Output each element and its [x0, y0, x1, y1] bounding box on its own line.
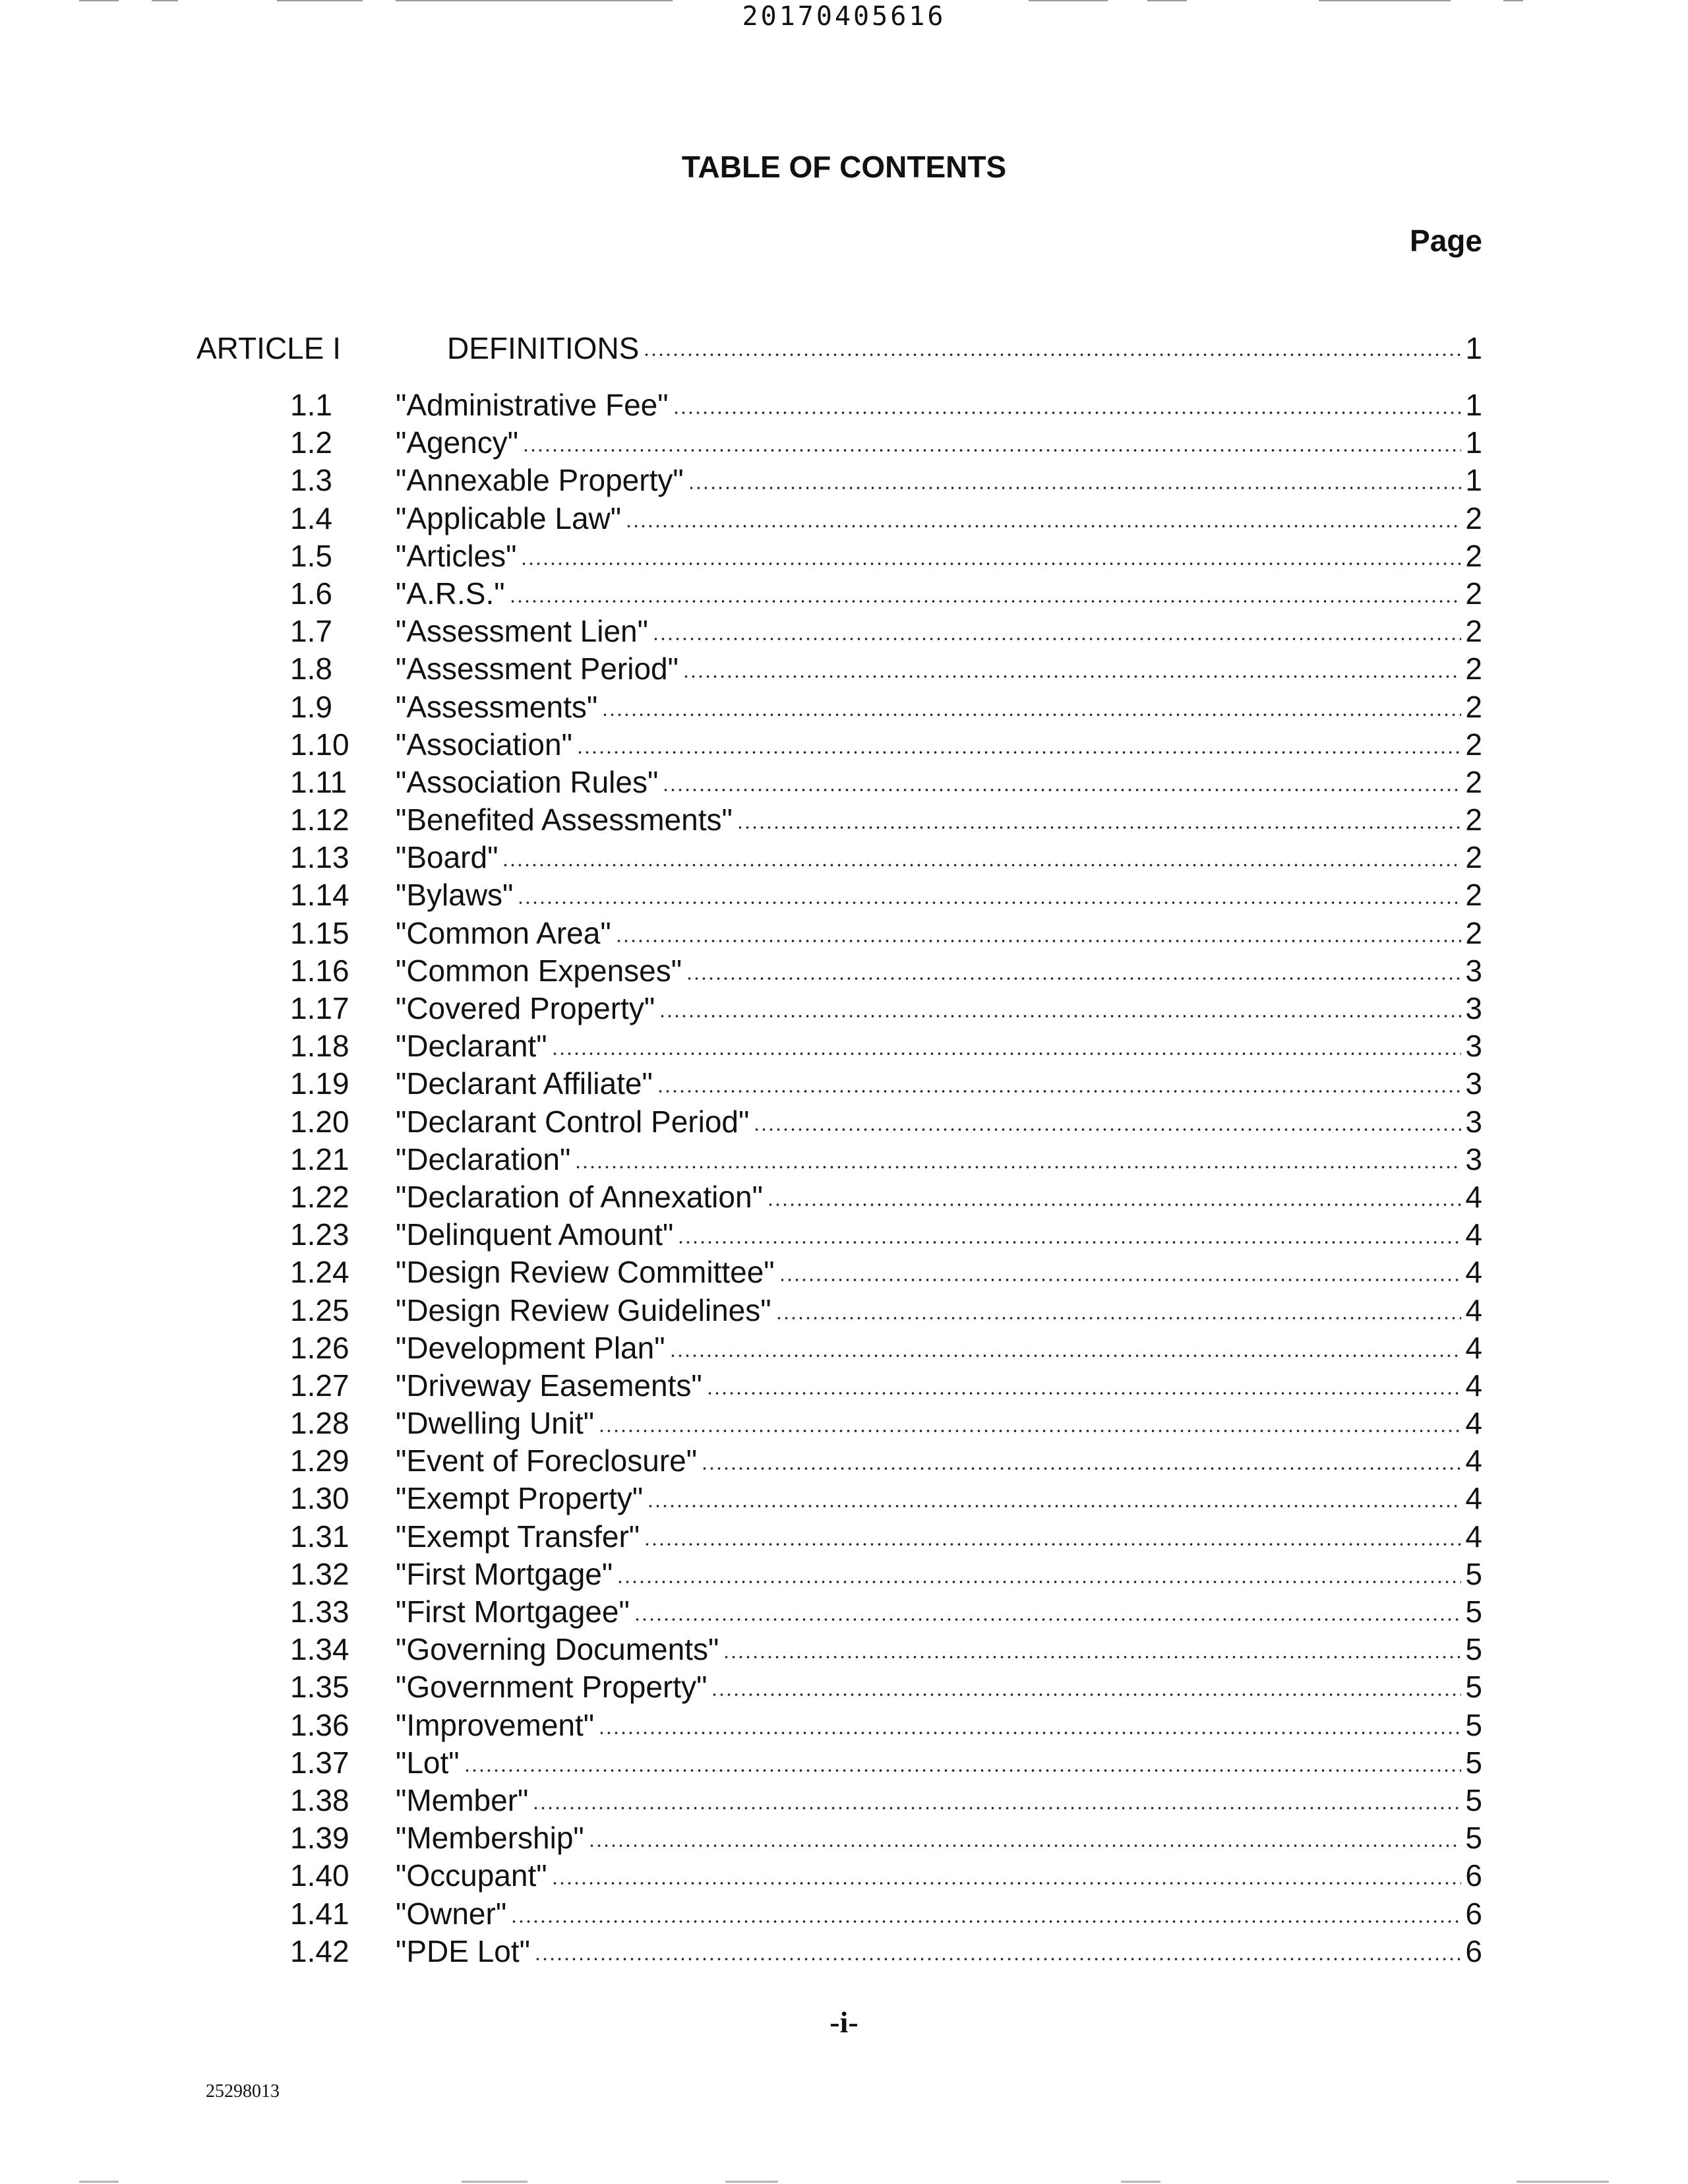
dot-leader	[682, 650, 1461, 679]
entry-page-number: 3	[1465, 1066, 1482, 1101]
dot-leader	[779, 1254, 1462, 1283]
dot-leader	[598, 1707, 1461, 1736]
dot-leader	[598, 1405, 1461, 1434]
toc-entry[interactable]	[290, 990, 1482, 1027]
entry-section-number: 1.9	[290, 689, 332, 724]
dot-leader	[706, 1367, 1462, 1396]
dot-leader	[737, 801, 1462, 830]
toc-entry[interactable]	[290, 1367, 1482, 1405]
dot-leader	[574, 1141, 1461, 1170]
dot-leader	[643, 328, 1461, 357]
toc-entry[interactable]	[290, 1254, 1482, 1291]
entry-line	[396, 1668, 1482, 1706]
entry-section-number: 1.19	[290, 1066, 349, 1101]
entry-page-number: 6	[1465, 1896, 1482, 1931]
entry-section-number: 1.17	[290, 991, 349, 1025]
entry-title: "Exempt Property"	[396, 1481, 644, 1516]
entry-page-number: 5	[1465, 1670, 1482, 1705]
entry-title: "Agency"	[396, 425, 519, 460]
toc-entry[interactable]	[290, 1141, 1482, 1178]
toc-entry[interactable]	[290, 462, 1482, 499]
toc-entry[interactable]	[290, 575, 1482, 613]
toc-entry[interactable]	[290, 1707, 1482, 1744]
toc-entry[interactable]	[290, 1065, 1482, 1103]
entry-page-number: 2	[1465, 501, 1482, 535]
entry-line	[396, 1216, 1482, 1254]
entry-page-number: 3	[1465, 953, 1482, 988]
dot-leader	[509, 575, 1462, 604]
entry-section-number: 1.15	[290, 915, 349, 950]
dot-leader	[686, 952, 1461, 981]
entry-title: "Exempt Transfer"	[396, 1519, 640, 1554]
entry-section-number: 1.23	[290, 1217, 349, 1252]
article-title: DEFINITIONS	[447, 331, 640, 365]
entry-section-number: 1.1	[290, 388, 332, 422]
toc-entry[interactable]	[290, 1593, 1482, 1631]
dot-leader	[625, 500, 1461, 529]
entry-section-number: 1.31	[290, 1519, 349, 1554]
entry-section-number: 1.16	[290, 953, 349, 988]
entry-line	[396, 424, 1482, 462]
dot-leader	[634, 1593, 1462, 1622]
toc-entry[interactable]	[290, 1556, 1482, 1593]
entry-title: "Development Plan"	[396, 1330, 665, 1365]
entry-page-number: 2	[1465, 727, 1482, 762]
entry-line	[396, 1895, 1482, 1933]
entry-title: "Assessment Period"	[396, 652, 678, 686]
entry-line	[396, 801, 1482, 839]
toc-entry[interactable]	[290, 1178, 1482, 1216]
entry-title: "Covered Property"	[396, 991, 655, 1025]
entry-title: "Association Rules"	[396, 764, 659, 799]
entry-title: "Assessments"	[396, 689, 598, 724]
entry-page-number: 4	[1465, 1519, 1482, 1554]
entry-page-number: 5	[1465, 1556, 1482, 1591]
entry-page-number: 3	[1465, 1141, 1482, 1176]
entry-line	[396, 462, 1482, 499]
toc-entry[interactable]	[290, 1668, 1482, 1706]
entry-page-number: 6	[1465, 1933, 1482, 1968]
entry-section-number: 1.13	[290, 840, 349, 875]
entry-section-number: 1.27	[290, 1368, 349, 1403]
toc-entry[interactable]	[290, 1027, 1482, 1065]
entry-section-number: 1.21	[290, 1141, 349, 1176]
dot-leader	[657, 1065, 1462, 1094]
dot-leader	[520, 537, 1461, 566]
entry-page-number: 1	[1465, 388, 1482, 422]
dot-leader	[522, 424, 1461, 453]
entry-section-number: 1.42	[290, 1933, 349, 1968]
entry-title: "Benefited Assessments"	[396, 803, 733, 837]
entry-page-number: 4	[1465, 1292, 1482, 1327]
entry-page-number: 5	[1465, 1707, 1482, 1742]
toc-entry[interactable]	[290, 1103, 1482, 1141]
article-number: ARTICLE I	[196, 331, 341, 365]
dot-leader	[510, 1895, 1461, 1924]
document-id: 25298013	[206, 2081, 280, 2102]
entry-section-number: 1.24	[290, 1255, 349, 1290]
entry-line	[396, 1027, 1482, 1065]
entry-title: "Government Property"	[396, 1670, 708, 1705]
toc-article-row[interactable]	[196, 328, 1482, 368]
entry-line	[396, 1254, 1482, 1291]
toc-entry[interactable]	[290, 801, 1482, 839]
entry-page-number: 3	[1465, 1104, 1482, 1139]
entry-title: "Common Expenses"	[396, 953, 682, 988]
entry-line	[396, 1933, 1482, 1970]
entry-section-number: 1.26	[290, 1330, 349, 1365]
entry-title: "Articles"	[396, 538, 517, 573]
entry-section-number: 1.37	[290, 1745, 349, 1780]
toc-entry[interactable]	[290, 764, 1482, 801]
entry-line	[396, 1593, 1482, 1631]
entry-page-number: 1	[1465, 463, 1482, 498]
toc-entry[interactable]	[290, 1518, 1482, 1556]
entry-title: "Governing Documents"	[396, 1632, 719, 1667]
entry-line	[396, 726, 1482, 764]
entry-line	[396, 1141, 1482, 1178]
dot-leader	[615, 915, 1462, 944]
entry-line	[396, 1178, 1482, 1216]
entry-title: "Occupant"	[396, 1858, 547, 1893]
entry-section-number: 1.33	[290, 1594, 349, 1629]
entry-page-number: 5	[1465, 1632, 1482, 1667]
entry-line	[396, 1065, 1482, 1103]
entry-title: "Owner"	[396, 1896, 507, 1931]
entry-line	[396, 1819, 1482, 1857]
entry-page-number: 4	[1465, 1481, 1482, 1516]
recording-number: 20170405616	[742, 1, 946, 32]
entry-title: "Driveway Easements"	[396, 1368, 702, 1403]
entry-section-number: 1.29	[290, 1443, 349, 1478]
entry-line	[396, 386, 1482, 424]
toc-entry[interactable]	[290, 650, 1482, 688]
entry-line	[396, 1707, 1482, 1744]
entry-line	[396, 1292, 1482, 1329]
entry-line	[396, 1518, 1482, 1556]
toc-entry[interactable]	[290, 1782, 1482, 1819]
entry-title: "Association"	[396, 727, 572, 762]
entry-page-number: 3	[1465, 1029, 1482, 1064]
entry-title: "Improvement"	[396, 1707, 595, 1742]
entry-title: "Administrative Fee"	[396, 388, 669, 422]
entry-title: "Bylaws"	[396, 878, 514, 913]
toc-entry[interactable]	[290, 952, 1482, 990]
toc-entry[interactable]	[290, 500, 1482, 537]
entry-title: "Assessment Lien"	[396, 614, 648, 649]
entry-line	[396, 1103, 1482, 1141]
entry-page-number: 2	[1465, 689, 1482, 724]
dot-leader	[576, 726, 1462, 755]
entry-page-number: 5	[1465, 1821, 1482, 1856]
entry-title: "First Mortgagee"	[396, 1594, 630, 1629]
toc-entry[interactable]	[290, 915, 1482, 952]
dot-leader	[701, 1442, 1461, 1471]
entry-title: "Declarant Control Period"	[396, 1104, 750, 1139]
toc-entry[interactable]	[290, 839, 1482, 876]
dot-leader	[588, 1819, 1462, 1848]
entry-line	[396, 650, 1482, 688]
dot-leader	[677, 1216, 1461, 1245]
entry-page-number: 2	[1465, 764, 1482, 799]
entry-section-number: 1.6	[290, 576, 332, 611]
dot-leader	[617, 1556, 1461, 1585]
dot-leader	[767, 1178, 1462, 1207]
dot-leader	[647, 1480, 1461, 1509]
dot-leader	[534, 1933, 1461, 1962]
page-title: TABLE OF CONTENTS	[681, 150, 1007, 184]
entry-section-number: 1.30	[290, 1481, 349, 1516]
toc-entry[interactable]	[290, 1216, 1482, 1254]
entry-line	[396, 990, 1482, 1027]
toc-entry[interactable]	[290, 1744, 1482, 1782]
entry-page-number: 2	[1465, 878, 1482, 913]
entry-page-number: 4	[1465, 1255, 1482, 1290]
entry-section-number: 1.10	[290, 727, 349, 762]
toc-entry-list	[290, 386, 1482, 1970]
entry-title: "Design Review Guidelines"	[396, 1292, 771, 1327]
entry-title: "Applicable Law"	[396, 501, 622, 535]
entry-title: "Declarant Affiliate"	[396, 1066, 653, 1101]
scan-artifact-bottom	[0, 2180, 1688, 2184]
article-line	[447, 328, 1482, 368]
entry-title: "Membership"	[396, 1821, 584, 1856]
entry-title: "First Mortgage"	[396, 1556, 613, 1591]
toc-entry[interactable]	[290, 688, 1482, 726]
entry-section-number: 1.14	[290, 878, 349, 913]
entry-title: "Annexable Property"	[396, 463, 684, 498]
toc-entry[interactable]	[290, 1292, 1482, 1329]
entry-line	[396, 613, 1482, 650]
entry-page-number: 5	[1465, 1782, 1482, 1817]
entry-section-number: 1.40	[290, 1858, 349, 1893]
entry-title: "Declarant"	[396, 1029, 547, 1064]
dot-leader	[517, 876, 1461, 905]
entry-page-number: 2	[1465, 915, 1482, 950]
entry-line	[396, 952, 1482, 990]
entry-line	[396, 537, 1482, 575]
entry-page-number: 6	[1465, 1858, 1482, 1893]
page-column-label: Page	[1410, 224, 1482, 258]
entry-title: "Board"	[396, 840, 498, 875]
entry-page-number: 2	[1465, 538, 1482, 573]
entry-title: "Delinquent Amount"	[396, 1217, 674, 1252]
page-number: -i-	[829, 2005, 859, 2039]
dot-leader	[662, 764, 1461, 793]
entry-section-number: 1.22	[290, 1179, 349, 1214]
entry-line	[396, 1631, 1482, 1668]
entry-line	[396, 839, 1482, 876]
entry-line	[396, 1367, 1482, 1405]
entry-title: "Lot"	[396, 1745, 460, 1780]
entry-title: "Design Review Committee"	[396, 1255, 775, 1290]
dot-leader	[711, 1668, 1461, 1697]
entry-page-number: 2	[1465, 840, 1482, 875]
toc-entry[interactable]	[290, 726, 1482, 764]
entry-title: "Dwelling Unit"	[396, 1406, 595, 1441]
entry-section-number: 1.38	[290, 1782, 349, 1817]
entry-page-number: 3	[1465, 991, 1482, 1025]
entry-line	[396, 575, 1482, 613]
entry-page-number: 4	[1465, 1330, 1482, 1365]
entry-page-number: 5	[1465, 1745, 1482, 1780]
entry-page-number: 2	[1465, 803, 1482, 837]
entry-section-number: 1.41	[290, 1896, 349, 1931]
entry-page-number: 5	[1465, 1594, 1482, 1629]
entry-section-number: 1.20	[290, 1104, 349, 1139]
dot-leader	[669, 1329, 1462, 1358]
entry-section-number: 1.7	[290, 614, 332, 649]
entry-line	[396, 1556, 1482, 1593]
entry-page-number: 4	[1465, 1179, 1482, 1214]
toc-entry[interactable]	[290, 1329, 1482, 1367]
entry-section-number: 1.28	[290, 1406, 349, 1441]
entry-title: "Common Area"	[396, 915, 611, 950]
entry-line	[396, 1405, 1482, 1442]
entry-line	[396, 1744, 1482, 1782]
entry-page-number: 4	[1465, 1406, 1482, 1441]
dot-leader	[723, 1631, 1461, 1660]
entry-title: "Member"	[396, 1782, 529, 1817]
toc-entry[interactable]	[290, 537, 1482, 575]
dot-leader	[551, 1857, 1462, 1886]
entry-title: "Event of Foreclosure"	[396, 1443, 698, 1478]
entry-page-number: 4	[1465, 1368, 1482, 1403]
entry-line	[396, 1329, 1482, 1367]
dot-leader	[464, 1744, 1462, 1773]
dot-leader	[601, 688, 1461, 717]
entry-page-number: 4	[1465, 1443, 1482, 1478]
entry-section-number: 1.25	[290, 1292, 349, 1327]
entry-section-number: 1.11	[290, 764, 347, 799]
entry-page-number: 2	[1465, 614, 1482, 649]
entry-page-number: 2	[1465, 576, 1482, 611]
dot-leader	[688, 462, 1462, 491]
dot-leader	[652, 613, 1461, 642]
entry-section-number: 1.2	[290, 425, 332, 460]
entry-title: "PDE Lot"	[396, 1933, 530, 1968]
dot-leader	[502, 839, 1461, 868]
entry-line	[396, 688, 1482, 726]
entry-line	[396, 1857, 1482, 1895]
dot-leader	[673, 386, 1462, 415]
entry-line	[396, 764, 1482, 801]
entry-section-number: 1.4	[290, 501, 332, 535]
entry-line	[396, 876, 1482, 914]
entry-title: "A.R.S."	[396, 576, 505, 611]
entry-section-number: 1.34	[290, 1632, 349, 1667]
entry-line	[396, 915, 1482, 952]
toc-entry[interactable]	[290, 1857, 1482, 1895]
entry-section-number: 1.3	[290, 463, 332, 498]
toc-entry[interactable]	[290, 1631, 1482, 1668]
toc-entry[interactable]	[290, 1933, 1482, 1970]
toc-entry[interactable]	[290, 1819, 1482, 1857]
dot-leader	[644, 1518, 1461, 1547]
entry-line	[396, 1442, 1482, 1480]
entry-section-number: 1.36	[290, 1707, 349, 1742]
entry-title: "Declaration"	[396, 1141, 571, 1176]
toc-entry[interactable]	[290, 1895, 1482, 1933]
toc-entry[interactable]	[290, 1480, 1482, 1517]
entry-page-number: 2	[1465, 652, 1482, 686]
toc-entry[interactable]	[290, 386, 1482, 424]
entry-section-number: 1.39	[290, 1821, 349, 1856]
entry-section-number: 1.18	[290, 1029, 349, 1064]
toc-entry[interactable]	[290, 613, 1482, 650]
entry-section-number: 1.8	[290, 652, 332, 686]
entry-line	[396, 500, 1482, 537]
toc-entry[interactable]	[290, 876, 1482, 914]
entry-page-number: 1	[1465, 425, 1482, 460]
entry-title: "Declaration of Annexation"	[396, 1179, 763, 1214]
dot-leader	[753, 1103, 1461, 1132]
toc-entry[interactable]	[290, 1442, 1482, 1480]
entry-section-number: 1.12	[290, 803, 349, 837]
toc-entry[interactable]	[290, 424, 1482, 462]
entry-line	[396, 1782, 1482, 1819]
entry-section-number: 1.5	[290, 538, 332, 573]
entry-section-number: 1.32	[290, 1556, 349, 1591]
dot-leader	[532, 1782, 1461, 1811]
dot-leader	[659, 990, 1461, 1019]
toc-entry[interactable]	[290, 1405, 1482, 1442]
dot-leader	[775, 1292, 1462, 1321]
article-page-number: 1	[1465, 331, 1482, 365]
entry-section-number: 1.35	[290, 1670, 349, 1705]
dot-leader	[551, 1027, 1462, 1056]
entry-line	[396, 1480, 1482, 1517]
entry-page-number: 4	[1465, 1217, 1482, 1252]
